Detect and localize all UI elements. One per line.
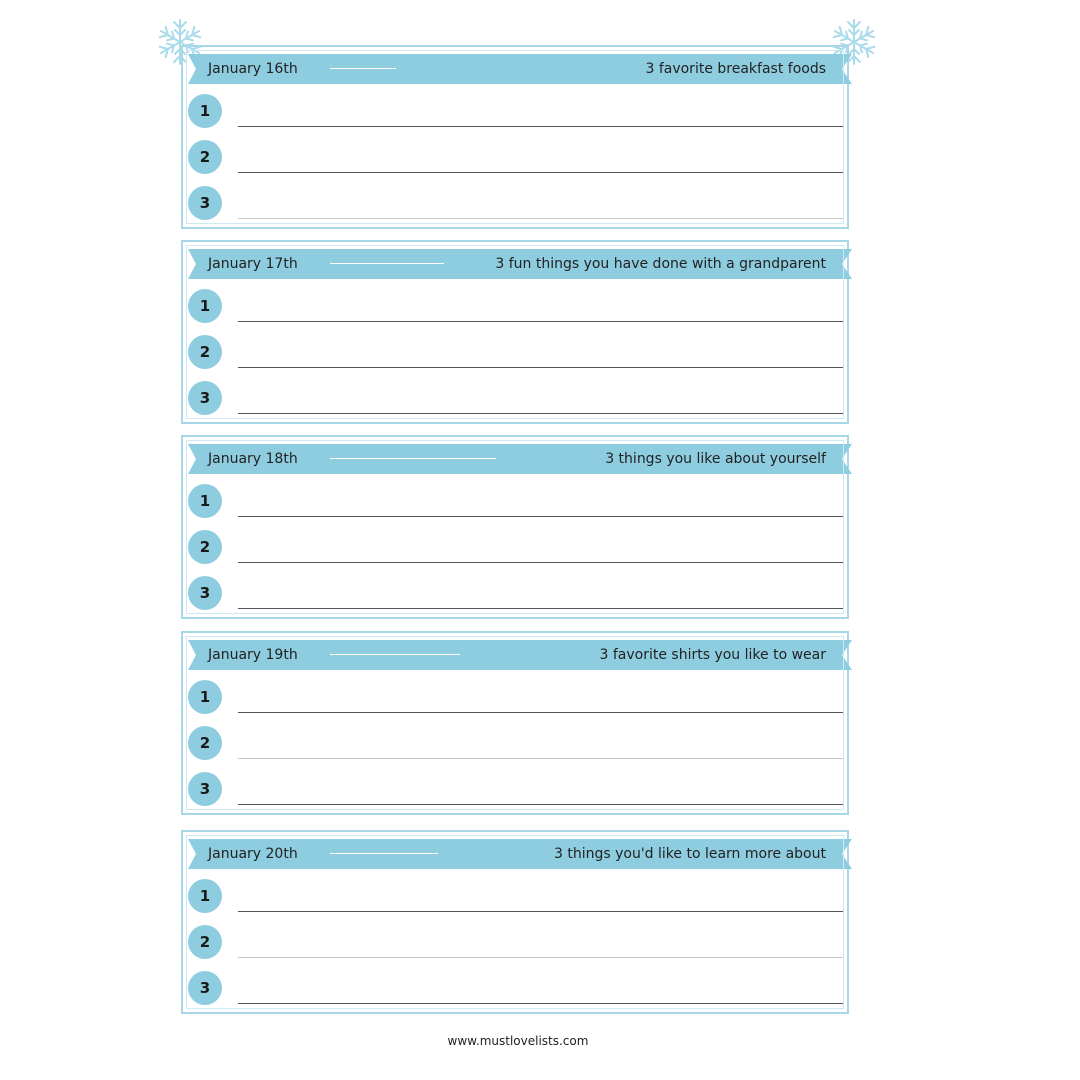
list-item bbox=[188, 925, 843, 965]
write-line[interactable] bbox=[238, 413, 843, 414]
item-number: 2 bbox=[188, 925, 222, 959]
divider bbox=[330, 263, 444, 264]
item-number: 1 bbox=[188, 94, 222, 128]
item-number: 3 bbox=[188, 186, 222, 220]
list-item bbox=[188, 879, 843, 919]
header-banner bbox=[188, 444, 852, 474]
header-banner bbox=[188, 839, 852, 869]
write-line[interactable] bbox=[238, 172, 843, 173]
entry-prompt: 3 fun things you have done with a grandparent bbox=[495, 256, 826, 272]
write-line[interactable] bbox=[238, 804, 843, 805]
divider bbox=[330, 458, 496, 459]
footer-url: www.mustlovelists.com bbox=[447, 1034, 589, 1048]
journal-card bbox=[181, 240, 849, 424]
item-number: 3 bbox=[188, 772, 222, 806]
item-number: 2 bbox=[188, 530, 222, 564]
header-banner bbox=[188, 54, 852, 84]
write-line[interactable] bbox=[238, 516, 843, 517]
write-line[interactable] bbox=[238, 608, 843, 609]
header-banner bbox=[188, 640, 852, 670]
journal-card bbox=[181, 435, 849, 619]
list-item bbox=[188, 335, 843, 375]
journal-card bbox=[181, 631, 849, 815]
item-number: 2 bbox=[188, 335, 222, 369]
write-line[interactable] bbox=[238, 367, 843, 368]
list-item bbox=[188, 484, 843, 524]
item-number: 2 bbox=[188, 140, 222, 174]
entry-prompt: 3 favorite breakfast foods bbox=[645, 61, 826, 77]
entry-prompt: 3 favorite shirts you like to wear bbox=[599, 647, 826, 663]
header-banner bbox=[188, 249, 852, 279]
write-line[interactable] bbox=[238, 712, 843, 713]
entry-date: January 17th bbox=[208, 256, 298, 272]
list-item bbox=[188, 94, 843, 134]
entry-date: January 18th bbox=[208, 451, 298, 467]
write-line[interactable] bbox=[238, 758, 843, 759]
divider bbox=[330, 853, 438, 854]
entry-date: January 19th bbox=[208, 647, 298, 663]
divider bbox=[330, 68, 396, 69]
entry-prompt: 3 things you'd like to learn more about bbox=[553, 846, 826, 862]
entry-date: January 20th bbox=[208, 846, 298, 862]
write-line[interactable] bbox=[238, 911, 843, 912]
item-number: 1 bbox=[188, 484, 222, 518]
item-number: 1 bbox=[188, 680, 222, 714]
list-item bbox=[188, 186, 843, 226]
item-number: 3 bbox=[188, 576, 222, 610]
item-number: 1 bbox=[188, 289, 222, 323]
write-line[interactable] bbox=[238, 321, 843, 322]
list-item bbox=[188, 530, 843, 570]
write-line[interactable] bbox=[238, 562, 843, 563]
list-item bbox=[188, 772, 843, 812]
divider bbox=[330, 654, 460, 655]
list-item bbox=[188, 726, 843, 766]
write-line[interactable] bbox=[238, 957, 843, 958]
write-line[interactable] bbox=[238, 218, 843, 219]
item-number: 3 bbox=[188, 381, 222, 415]
list-item bbox=[188, 680, 843, 720]
list-item bbox=[188, 576, 843, 616]
list-item bbox=[188, 140, 843, 180]
list-item bbox=[188, 971, 843, 1011]
list-item bbox=[188, 381, 843, 421]
write-line[interactable] bbox=[238, 1003, 843, 1004]
list-item bbox=[188, 289, 843, 329]
write-line[interactable] bbox=[238, 126, 843, 127]
journal-card bbox=[181, 45, 849, 229]
entry-date: January 16th bbox=[208, 61, 298, 77]
item-number: 2 bbox=[188, 726, 222, 760]
entry-prompt: 3 things you like about yourself bbox=[605, 451, 826, 467]
journal-card bbox=[181, 830, 849, 1014]
item-number: 3 bbox=[188, 971, 222, 1005]
item-number: 1 bbox=[188, 879, 222, 913]
